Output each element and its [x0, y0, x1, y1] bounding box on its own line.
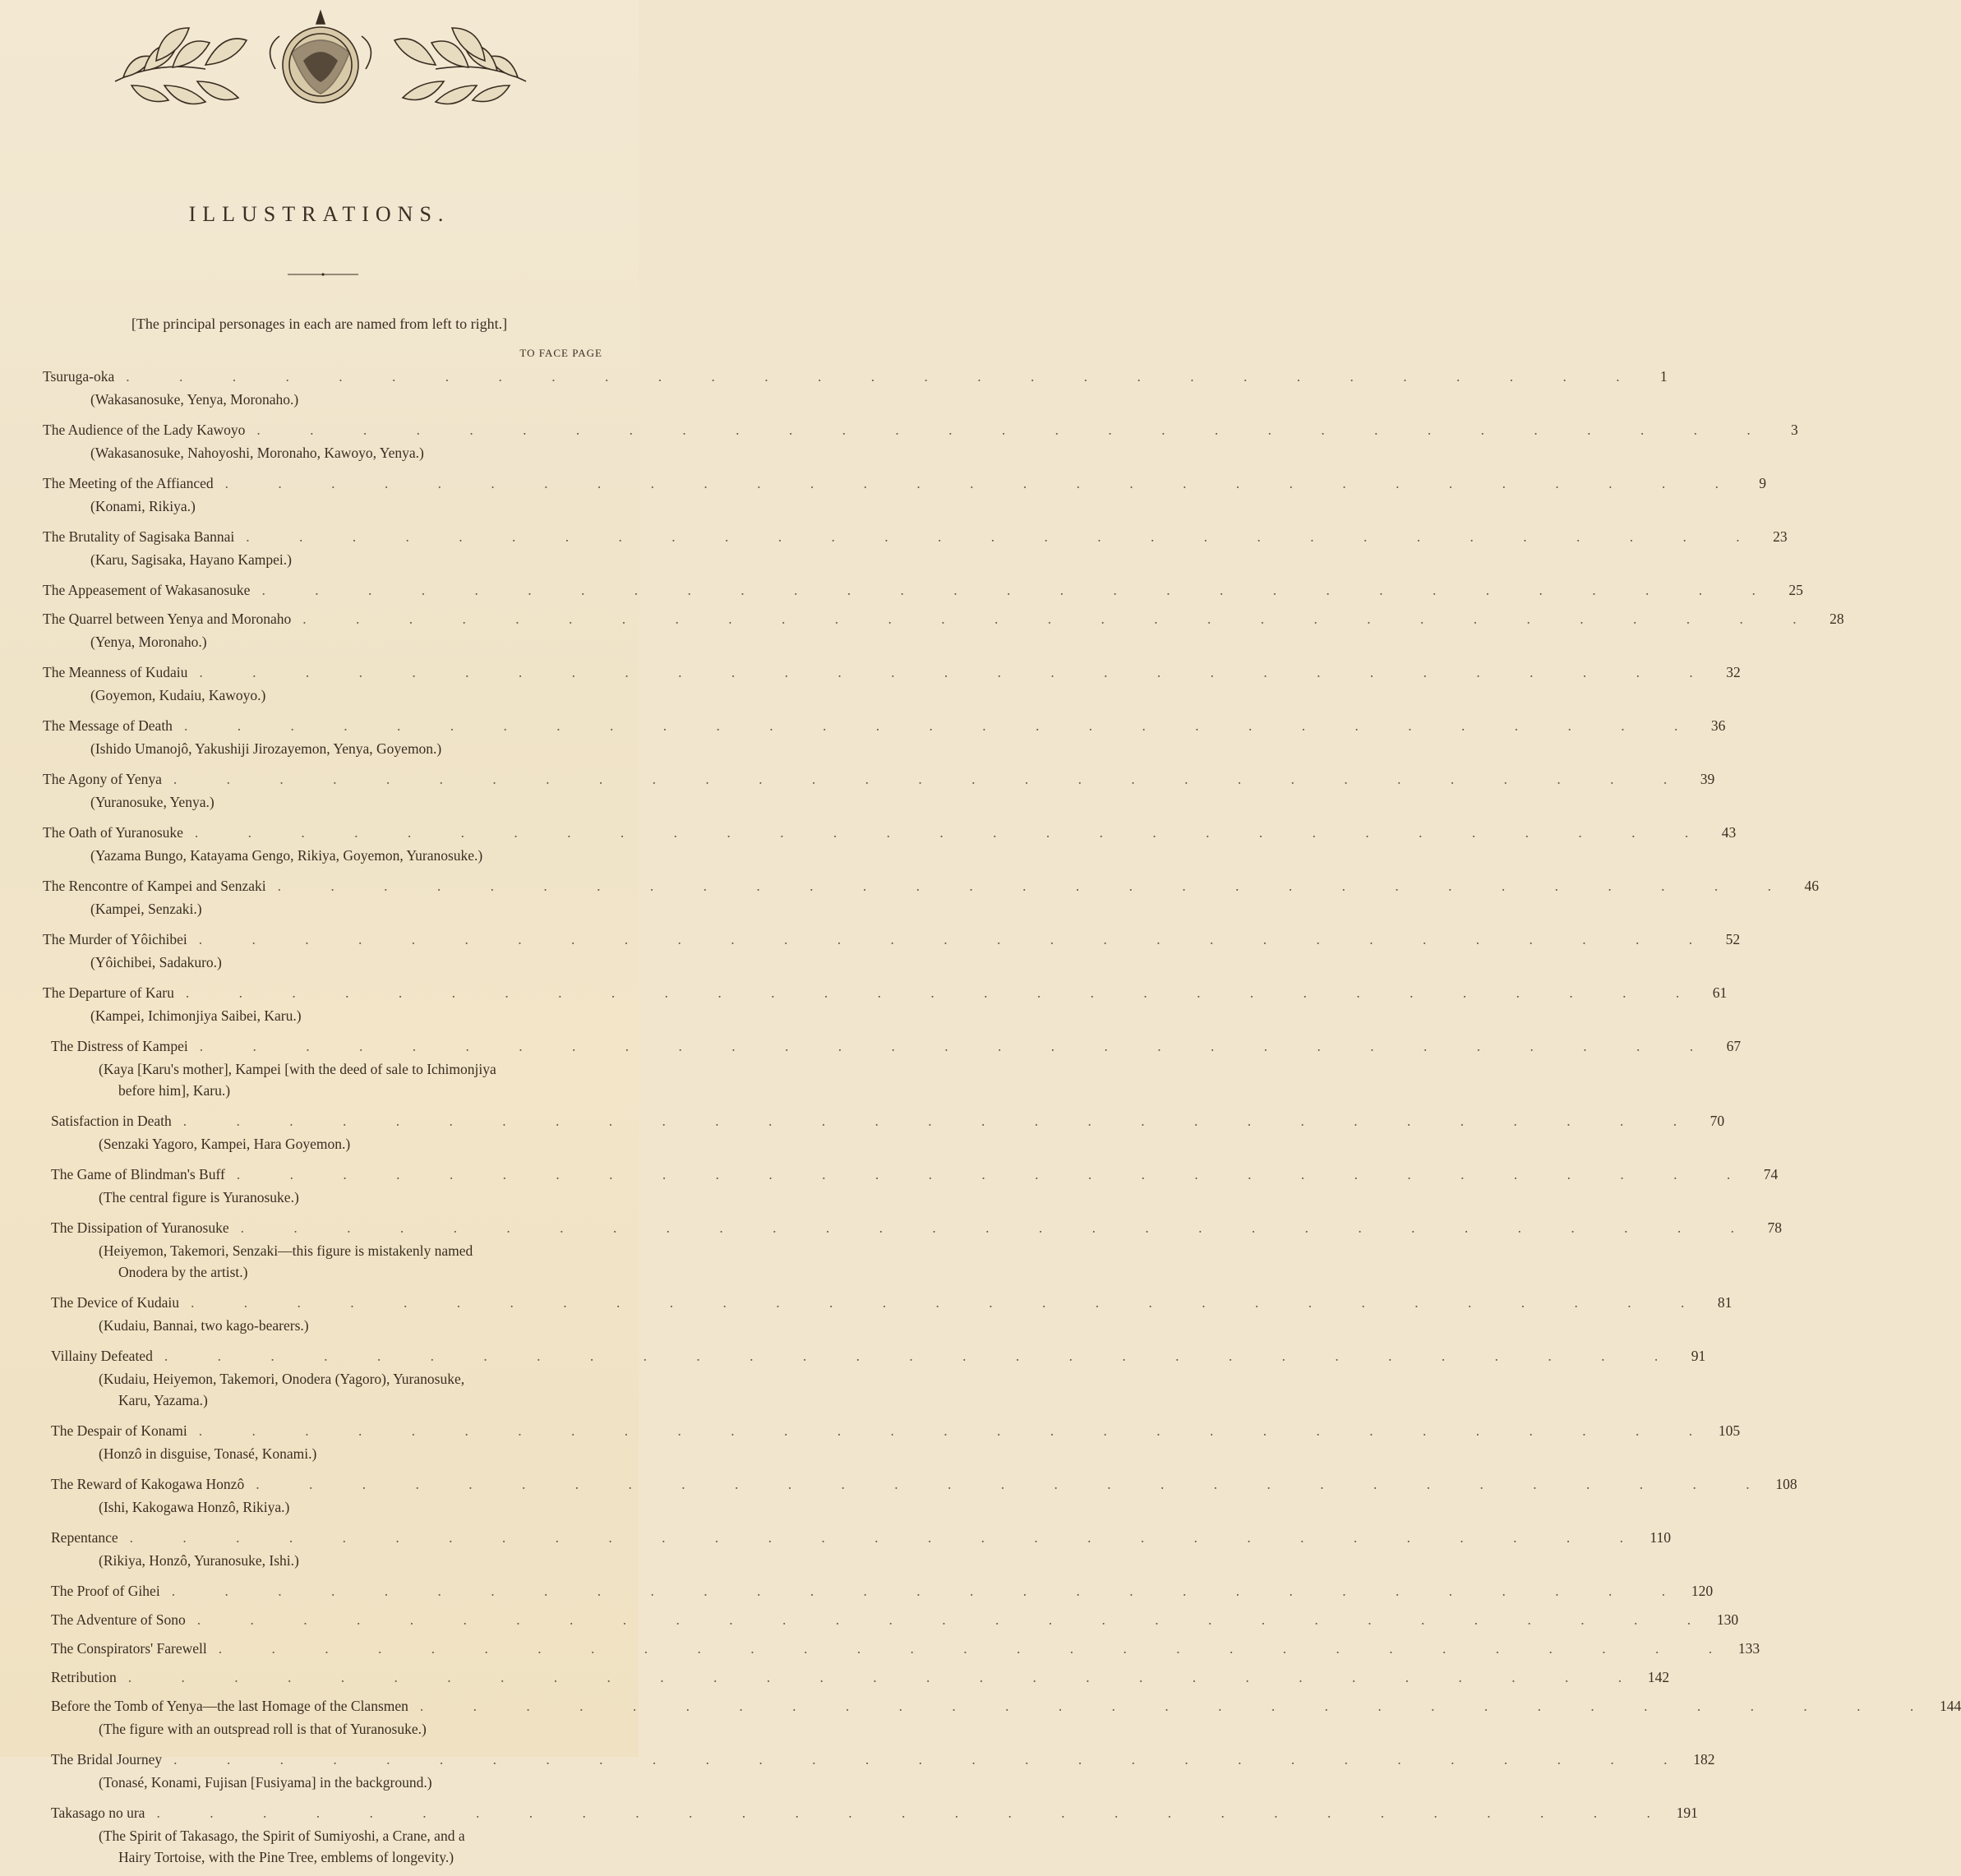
leader-dots: . . . . . . . . . . . . . . . . . . . . . . . . . . . . . — [198, 1422, 1716, 1439]
illustration-title: The Audience of the Lady Kawoyo — [43, 422, 246, 438]
entry-line — [43, 928, 1741, 952]
page-heading: ILLUSTRATIONS. — [188, 202, 450, 226]
page-number: 74 — [1763, 1166, 1779, 1182]
personages-list — [51, 1550, 616, 1571]
entry-line — [51, 1291, 1733, 1315]
personages-line: (Yuranosuke, Yenya.) — [90, 794, 215, 810]
personages-list — [43, 631, 606, 652]
illustration-entry — [0, 1035, 1742, 1101]
leader-dots: . . . . . . . . . . . . . . . . . . . . . . . . . . . . . — [261, 582, 1779, 598]
page-number: 110 — [1650, 1529, 1671, 1546]
illustrations-list — [0, 365, 1961, 1876]
personages-line: (Ishido Umanojô, Yakushiji Jirozayemon, Yenya, Goyemon.) — [90, 740, 442, 757]
personages-line-continued: before him], Karu.) — [118, 1082, 231, 1099]
floral-emblem-ornament — [107, 3, 534, 127]
leader-dots: . . . . . . . . . . . . . . . . . . . . . . . . . . . . . — [277, 878, 1795, 894]
personages-line: (The figure with an outspread roll is that of Yuranosuke.) — [99, 1721, 427, 1737]
illustration-title: Tsuruga-oka — [43, 368, 115, 385]
leader-dots: . . . . . . . . . . . . . . . . . . . . . . . . . . . . . — [199, 664, 1716, 680]
leader-dots: . . . . . . . . . . . . . . . . . . . . . . . . . . . . . — [246, 528, 1763, 545]
leader-dots: . . . . . . . . . . . . . . . . . . . . . . . . . . . . . — [218, 1640, 1736, 1657]
illustration-title: The Brutality of Sagisaka Bannai — [43, 528, 235, 545]
page-number: 67 — [1726, 1038, 1742, 1054]
entry-line — [51, 1163, 1779, 1187]
illustration-title: The Game of Blindman's Buff — [51, 1166, 225, 1182]
illustration-title: Before the Tomb of Yenya—the last Homage of the Clansmen — [51, 1698, 408, 1714]
personages-list — [43, 791, 606, 813]
illustration-entry — [0, 661, 1741, 706]
page-number: 144 — [1940, 1698, 1961, 1714]
page-number: 23 — [1773, 528, 1788, 545]
personages-list — [51, 1315, 616, 1336]
personages-list — [43, 845, 606, 866]
illustration-entry — [0, 1109, 1725, 1155]
illustration-title: The Appeasement of Wakasanosuke — [43, 582, 251, 598]
leader-dots: . . . . . . . . . . . . . . . . . . . . . . . . . . . . . — [196, 1611, 1714, 1628]
page-number: 133 — [1737, 1640, 1760, 1657]
page-number: 78 — [1767, 1219, 1782, 1236]
personages-line: (Honzô in disguise, Tonasé, Konami.) — [99, 1445, 317, 1462]
entry-line — [43, 578, 1803, 602]
page-number: 120 — [1691, 1583, 1714, 1599]
personages-list — [51, 1133, 616, 1155]
personages-line: (Yazama Bungo, Katayama Gengo, Rikiya, Goyemon, Yuranosuke.) — [90, 847, 483, 864]
illustration-entry — [0, 1608, 1739, 1637]
personages-line-continued: Karu, Yazama.) — [118, 1392, 208, 1408]
page-number: 105 — [1718, 1422, 1741, 1439]
leader-dots: . . . . . . . . . . . . . . . . . . . . . . . . . . . . . — [302, 611, 1820, 627]
illustration-entry — [0, 1801, 1698, 1868]
entry-line — [51, 1344, 1706, 1368]
entry-line — [51, 1748, 1715, 1772]
leader-dots: . . . . . . . . . . . . . . . . . . . . . . . . . . . . . — [127, 1669, 1645, 1685]
illustration-title: The Proof of Gihei — [51, 1583, 160, 1599]
personages-list — [43, 442, 606, 463]
illustration-entry — [0, 1291, 1733, 1336]
personages-line-continued: Onodera by the artist.) — [118, 1264, 248, 1280]
page-number: 9 — [1759, 475, 1767, 491]
illustration-title: The Conspirators' Farewell — [51, 1640, 207, 1657]
personages-list — [51, 1058, 616, 1101]
illustration-title: Repentance — [51, 1529, 118, 1546]
personages-line: (Kampei, Ichimonjiya Saibei, Karu.) — [90, 1007, 302, 1024]
illustration-title: Satisfaction in Death — [51, 1113, 172, 1129]
illustration-entry — [0, 578, 1803, 607]
personages-line: (Kudaiu, Bannai, two kago-bearers.) — [99, 1317, 309, 1334]
page-number: 36 — [1710, 717, 1726, 734]
illustration-title: The Distress of Kampei — [51, 1038, 188, 1054]
illustration-entry — [0, 365, 1668, 410]
illustration-title: The Adventure of Sono — [51, 1611, 186, 1628]
page-number: 91 — [1691, 1348, 1706, 1364]
illustration-entry — [0, 607, 1844, 652]
leader-dots: . . . . . . . . . . . . . . . . . . . . . . . . . . . . . — [185, 984, 1703, 1001]
page-number: 182 — [1693, 1751, 1715, 1768]
illustration-title: Retribution — [51, 1669, 117, 1685]
personages-list — [51, 1825, 616, 1868]
leader-dots: . . . . . . . . . . . . . . . . . . . . . . . . . . . . . — [173, 1751, 1691, 1768]
page-number: 81 — [1717, 1294, 1733, 1311]
illustration-entry — [0, 1526, 1671, 1571]
personages-list — [51, 1718, 616, 1740]
page-number: 191 — [1676, 1805, 1698, 1821]
personages-list — [43, 684, 606, 706]
page-number: 46 — [1804, 878, 1820, 894]
entry-line — [51, 1579, 1714, 1603]
illustration-title: The Reward of Kakogawa Honzô — [51, 1476, 245, 1492]
personages-line: (Karu, Sagisaka, Hayano Kampei.) — [90, 551, 292, 568]
personages-list — [51, 1496, 616, 1518]
entry-line — [43, 767, 1715, 791]
page-number: 108 — [1775, 1476, 1797, 1492]
illustration-title: The Meanness of Kudaiu — [43, 664, 188, 680]
personages-line: (Rikiya, Honzô, Yuranosuke, Ishi.) — [99, 1552, 299, 1569]
personages-list — [43, 738, 606, 759]
leader-dots: . . . . . . . . . . . . . . . . . . . . . . . . . . . . . — [129, 1529, 1646, 1546]
illustration-title: The Rencontre of Kampei and Senzaki — [43, 878, 266, 894]
illustration-title: The Message of Death — [43, 717, 173, 734]
leader-dots: . . . . . . . . . . . . . . . . . . . . . . . . . . . . . — [164, 1348, 1682, 1364]
leader-dots: . . . . . . . . . . . . . . . . . . . . . . . . . . . . . — [171, 1583, 1689, 1599]
entry-line — [51, 1419, 1741, 1443]
entry-line — [51, 1608, 1739, 1632]
personages-line: (Ishi, Kakogawa Honzô, Rikiya.) — [99, 1499, 290, 1515]
illustration-entry — [0, 1579, 1714, 1608]
personages-line-continued: Hairy Tortoise, with the Pine Tree, emblems of longevity.) — [118, 1849, 454, 1865]
personages-list — [51, 1187, 616, 1208]
page-number: 70 — [1710, 1113, 1725, 1129]
leader-dots: . . . . . . . . . . . . . . . . . . . . . . . . . . . . . — [190, 1294, 1708, 1311]
decorative-rule — [288, 273, 358, 276]
illustration-entry — [0, 1637, 1760, 1666]
illustration-entry — [0, 714, 1726, 759]
personages-line: (Wakasanosuke, Nahoyoshi, Moronaho, Kawoyo, Yenya.) — [90, 445, 424, 461]
personages-list — [43, 898, 606, 920]
leader-dots: . . . . . . . . . . . . . . . . . . . . . . . . . . . . . — [183, 717, 1701, 734]
page-number: 130 — [1716, 1611, 1739, 1628]
page-number: 32 — [1726, 664, 1741, 680]
personages-line: (Konami, Rikiya.) — [90, 498, 196, 514]
personages-line: (Yenya, Moronaho.) — [90, 634, 207, 650]
personages-line: (Kaya [Karu's mother], Kampei [with the deed of sale to Ichimonjiya — [99, 1061, 496, 1077]
illustration-title: The Bridal Journey — [51, 1751, 163, 1768]
leader-dots: . . . . . . . . . . . . . . . . . . . . . . . . . . . . . — [236, 1166, 1754, 1182]
note-principal-personages: [The principal personages in each are named from left to right.] — [131, 316, 508, 332]
entry-line — [43, 365, 1668, 389]
illustration-entry — [0, 1163, 1779, 1208]
illustration-title: The Dissipation of Yuranosuke — [51, 1219, 229, 1236]
leader-dots: . . . . . . . . . . . . . . . . . . . . . . . . . . . . . — [199, 1038, 1717, 1054]
entry-line — [43, 525, 1788, 549]
illustration-title: Villainy Defeated — [51, 1348, 153, 1364]
illustration-entry — [0, 874, 1820, 920]
illustration-title: The Murder of Yôichibei — [43, 931, 187, 947]
entry-line — [51, 1694, 1961, 1718]
leader-dots: . . . . . . . . . . . . . . . . . . . . . . . . . . . . . — [256, 1476, 1773, 1492]
leader-dots: . . . . . . . . . . . . . . . . . . . . . . . . . . . . . — [182, 1113, 1700, 1129]
entry-line — [51, 1216, 1782, 1240]
personages-line: (The central figure is Yuranosuke.) — [99, 1189, 299, 1205]
leader-dots: . . . . . . . . . . . . . . . . . . . . . . . . . . . . . — [156, 1805, 1673, 1821]
illustration-entry — [0, 1694, 1961, 1740]
illustration-entry — [0, 1216, 1782, 1283]
illustration-entry — [0, 1473, 1797, 1518]
entry-line — [51, 1473, 1797, 1496]
entry-line — [51, 1637, 1760, 1661]
entry-line — [43, 472, 1767, 496]
personages-line: (Yôichibei, Sadakuro.) — [90, 954, 222, 970]
illustration-title: The Meeting of the Affianced — [43, 475, 214, 491]
entry-line — [51, 1035, 1742, 1058]
leader-dots: . . . . . . . . . . . . . . . . . . . . . . . . . . . . . — [126, 368, 1643, 385]
entry-line — [43, 418, 1798, 442]
leader-dots: . . . . . . . . . . . . . . . . . . . . . . . . . . . . . — [256, 422, 1774, 438]
illustration-title: The Quarrel between Yenya and Moronaho — [43, 611, 292, 627]
page-number: 25 — [1788, 582, 1803, 598]
personages-line: (Heiyemon, Takemori, Senzaki—this figure is mistakenly named — [99, 1242, 473, 1259]
illustration-title: The Agony of Yenya — [43, 771, 162, 787]
illustration-title: The Oath of Yuranosuke — [43, 824, 183, 841]
personages-list — [43, 496, 606, 517]
illustration-entry — [0, 767, 1715, 813]
personages-list — [43, 389, 606, 410]
personages-list — [51, 1772, 616, 1793]
illustration-entry — [0, 525, 1788, 570]
personages-list — [51, 1240, 616, 1283]
illustration-title: The Departure of Karu — [43, 984, 174, 1001]
page-number: 28 — [1829, 611, 1844, 627]
illustration-entry — [0, 821, 1737, 866]
personages-list — [43, 1005, 606, 1026]
personages-line: (Senzaki Yagoro, Kampei, Hara Goyemon.) — [99, 1136, 351, 1152]
page-number: 39 — [1700, 771, 1715, 787]
page-number: 142 — [1647, 1669, 1670, 1685]
page-number: 43 — [1721, 824, 1737, 841]
leader-dots: . . . . . . . . . . . . . . . . . . . . . . . . . . . . . — [198, 931, 1716, 947]
illustration-entry — [0, 1419, 1741, 1464]
leader-dots: . . . . . . . . . . . . . . . . . . . . . . . . . . . . . — [173, 771, 1691, 787]
illustration-entry — [0, 472, 1767, 517]
to-face-page-header: TO FACE PAGE — [519, 347, 602, 359]
entry-line — [43, 607, 1844, 631]
personages-line: (Kudaiu, Heiyemon, Takemori, Onodera (Yagoro), Yuranosuke, — [99, 1371, 465, 1387]
personages-list — [51, 1368, 616, 1411]
personages-line: (Kampei, Senzaki.) — [90, 901, 202, 917]
page-number: 52 — [1725, 931, 1741, 947]
entry-line — [43, 661, 1741, 684]
illustration-entry — [0, 1666, 1670, 1694]
page-number: 61 — [1712, 984, 1728, 1001]
page-number: 1 — [1659, 368, 1668, 385]
personages-list — [51, 1443, 616, 1464]
leader-dots: . . . . . . . . . . . . . . . . . . . . . . . . . . . . . — [240, 1219, 1757, 1236]
leader-dots: . . . . . . . . . . . . . . . . . . . . . . . . . . . . . — [224, 475, 1742, 491]
leader-dots: . . . . . . . . . . . . . . . . . . . . . . . . . . . . . — [194, 824, 1712, 841]
illustration-entry — [0, 418, 1798, 463]
personages-line: (Goyemon, Kudaiu, Kawoyo.) — [90, 687, 266, 703]
illustration-entry — [0, 1344, 1706, 1411]
illustration-entry — [0, 1748, 1715, 1793]
illustration-entry — [0, 928, 1741, 973]
personages-list — [43, 549, 606, 570]
illustration-title: The Despair of Konami — [51, 1422, 187, 1439]
personages-list — [43, 952, 606, 973]
entry-line — [43, 714, 1726, 738]
entry-line — [43, 981, 1728, 1005]
entry-line — [43, 821, 1737, 845]
personages-line: (The Spirit of Takasago, the Spirit of Sumiyoshi, a Crane, and a — [99, 1828, 465, 1844]
illustration-entry — [0, 981, 1728, 1026]
illustration-title: The Device of Kudaiu — [51, 1294, 179, 1311]
personages-line: (Tonasé, Konami, Fujisan [Fusiyama] in the background.) — [99, 1774, 432, 1791]
leader-dots: . . . . . . . . . . . . . . . . . . . . . . . . . . . . . — [419, 1698, 1937, 1714]
entry-line — [51, 1801, 1698, 1825]
entry-line — [51, 1666, 1670, 1689]
page-number: 3 — [1791, 422, 1798, 438]
illustration-title: Takasago no ura — [51, 1805, 145, 1821]
entry-line — [51, 1526, 1671, 1550]
entry-line — [51, 1109, 1725, 1133]
personages-line: (Wakasanosuke, Yenya, Moronaho.) — [90, 391, 299, 408]
entry-line — [43, 874, 1820, 898]
